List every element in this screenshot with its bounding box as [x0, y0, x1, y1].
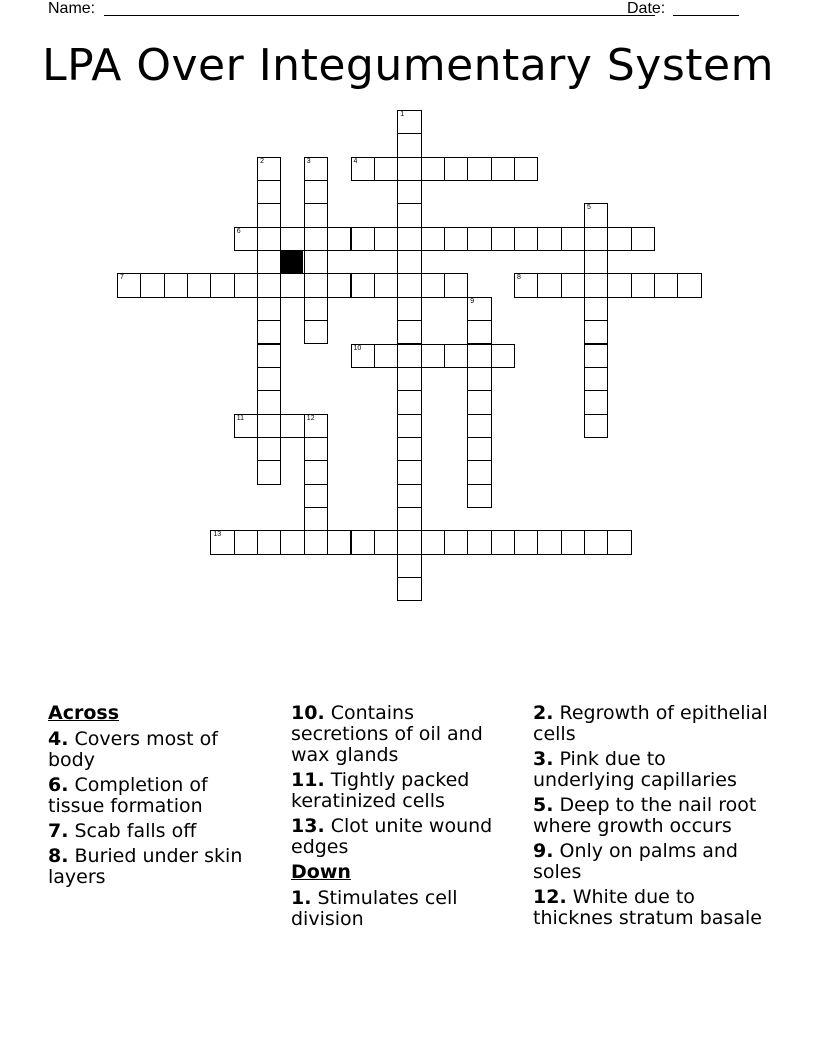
clue-text: Deep to the nail root where growth occurs — [533, 794, 757, 837]
grid-cell[interactable] — [374, 227, 398, 251]
cell-number: 1 — [400, 111, 405, 118]
grid-cell[interactable] — [257, 390, 281, 414]
grid-cell[interactable] — [257, 530, 281, 554]
grid-cell[interactable] — [280, 273, 304, 297]
grid-cell[interactable] — [561, 530, 585, 554]
clue-across-10 — [291, 703, 511, 766]
grid-cell[interactable] — [467, 484, 491, 508]
grid-cell[interactable] — [210, 273, 234, 297]
clue-text: Contains secretions of oil and wax glands — [291, 702, 483, 766]
grid-cell[interactable] — [304, 320, 328, 344]
grid-cell[interactable] — [421, 273, 445, 297]
grid-cell[interactable] — [584, 367, 608, 391]
grid-cell[interactable] — [467, 414, 491, 438]
grid-cell[interactable] — [164, 273, 188, 297]
grid-cell[interactable] — [257, 344, 281, 368]
grid-cell[interactable] — [257, 297, 281, 321]
grid-cell[interactable] — [444, 344, 468, 368]
grid-cell[interactable] — [514, 273, 538, 297]
grid-cell[interactable] — [654, 273, 678, 297]
grid-cell[interactable] — [210, 530, 234, 554]
grid-cell[interactable] — [421, 157, 445, 181]
grid-cell[interactable] — [304, 414, 328, 438]
grid-cell[interactable] — [234, 414, 258, 438]
grid-cell[interactable] — [280, 227, 304, 251]
grid-cell[interactable] — [304, 273, 328, 297]
grid-cell[interactable] — [397, 484, 421, 508]
grid-cell[interactable] — [234, 273, 258, 297]
down-heading: Down — [291, 861, 351, 883]
grid-cell[interactable] — [444, 530, 468, 554]
name-label: Name: — [48, 0, 96, 17]
grid-cell[interactable] — [304, 484, 328, 508]
grid-cell[interactable] — [584, 530, 608, 554]
clue-across-7 — [48, 821, 263, 842]
grid-cell[interactable] — [257, 460, 281, 484]
clue-across-6 — [48, 775, 263, 817]
grid-cell[interactable] — [397, 133, 421, 157]
grid-cell[interactable] — [537, 273, 561, 297]
date-field[interactable] — [673, 15, 739, 16]
grid-cell[interactable] — [280, 530, 304, 554]
grid-cell[interactable] — [537, 227, 561, 251]
grid-cell[interactable] — [491, 530, 515, 554]
clue-text: Pink due to underlying capillaries — [533, 748, 737, 791]
grid-cell[interactable] — [304, 507, 328, 531]
clues-column-2 — [291, 703, 511, 934]
clue-number: 1. — [291, 887, 312, 909]
clue-number: 13. — [291, 815, 325, 837]
clue-text: Scab falls off — [74, 820, 197, 842]
grid-cell[interactable] — [561, 273, 585, 297]
grid-cell[interactable] — [421, 530, 445, 554]
grid-cell[interactable] — [397, 554, 421, 578]
clue-number: 7. — [48, 820, 69, 842]
clue-across-13 — [291, 816, 511, 858]
grid-cell[interactable] — [374, 273, 398, 297]
grid-cell[interactable] — [117, 273, 141, 297]
clue-down-5 — [533, 795, 773, 837]
clue-down-12 — [533, 887, 773, 929]
grid-cell[interactable] — [397, 297, 421, 321]
grid-cell[interactable] — [584, 297, 608, 321]
grid-cell[interactable] — [584, 203, 608, 227]
grid-cell[interactable] — [304, 157, 328, 181]
cell-number: 8 — [516, 274, 521, 282]
clue-text: White due to thicknes stratum basale — [533, 886, 762, 929]
grid-cell[interactable] — [397, 367, 421, 391]
grid-cell[interactable] — [397, 180, 421, 204]
grid-cell[interactable] — [421, 227, 445, 251]
grid-cell[interactable] — [351, 157, 375, 181]
grid-cell[interactable] — [397, 250, 421, 274]
grid-cell[interactable] — [467, 227, 491, 251]
clues-column-3 — [533, 703, 773, 933]
clue-number: 12. — [533, 886, 567, 908]
grid-cell[interactable] — [187, 273, 211, 297]
grid-cell[interactable] — [257, 437, 281, 461]
clue-down-2 — [533, 703, 773, 745]
clue-number: 4. — [48, 728, 69, 750]
grid-cell[interactable] — [514, 227, 538, 251]
clue-text: Completion of tissue formation — [48, 774, 208, 817]
grid-cell[interactable] — [467, 157, 491, 181]
clue-number: 11. — [291, 769, 325, 791]
clue-number: 10. — [291, 702, 325, 724]
cell-number: 4 — [353, 157, 358, 165]
clue-across-8 — [48, 846, 263, 888]
grid-cell[interactable] — [584, 250, 608, 274]
grid-cell[interactable] — [467, 344, 491, 368]
grid-cell[interactable] — [467, 530, 491, 554]
grid-cell[interactable] — [257, 227, 281, 251]
grid-cell[interactable] — [514, 157, 538, 181]
grid-cell[interactable] — [444, 227, 468, 251]
grid-cell[interactable] — [584, 273, 608, 297]
cell-number: 12 — [306, 414, 315, 422]
grid-cell[interactable] — [584, 390, 608, 414]
grid-cell[interactable] — [257, 367, 281, 391]
name-field[interactable] — [104, 15, 655, 16]
grid-cell[interactable] — [304, 530, 328, 554]
grid-cell[interactable] — [397, 203, 421, 227]
clue-number: 2. — [533, 702, 554, 724]
grid-cell[interactable] — [491, 157, 515, 181]
clue-number: 9. — [533, 840, 554, 862]
grid-cell[interactable] — [280, 414, 304, 438]
clue-down-1 — [291, 888, 511, 930]
grid-cell[interactable] — [257, 203, 281, 227]
grid-cell[interactable] — [584, 227, 608, 251]
cell-number: 3 — [306, 157, 311, 165]
grid-cell[interactable] — [397, 157, 421, 181]
grid-cell[interactable] — [304, 227, 328, 251]
grid-cell[interactable] — [631, 227, 655, 251]
grid-cell[interactable] — [397, 437, 421, 461]
grid-cell[interactable] — [351, 227, 375, 251]
grid-cell[interactable] — [351, 530, 375, 554]
grid-cell[interactable] — [467, 367, 491, 391]
grid-cell[interactable] — [491, 344, 515, 368]
clue-across-4 — [48, 729, 263, 771]
grid-cell[interactable] — [351, 344, 375, 368]
grid-cell[interactable] — [631, 273, 655, 297]
grid-cell[interactable] — [234, 530, 258, 554]
grid-cell[interactable] — [444, 273, 468, 297]
grid-cell[interactable] — [467, 320, 491, 344]
grid-cell[interactable] — [257, 250, 281, 274]
grid-cell[interactable] — [234, 227, 258, 251]
grid-cell[interactable] — [421, 344, 445, 368]
black-square — [280, 250, 303, 273]
date-label: Date: — [627, 0, 666, 17]
cell-number: 6 — [236, 227, 241, 235]
grid-cell[interactable] — [607, 530, 631, 554]
grid-cell[interactable] — [304, 203, 328, 227]
grid-cell[interactable] — [397, 227, 421, 251]
grid-cell[interactable] — [607, 273, 631, 297]
clue-number: 3. — [533, 748, 554, 770]
grid-cell[interactable] — [607, 227, 631, 251]
grid-cell[interactable] — [584, 320, 608, 344]
cell-number: 7 — [120, 274, 124, 282]
grid-cell[interactable] — [397, 577, 421, 601]
grid-cell[interactable] — [304, 437, 328, 461]
grid-cell[interactable] — [374, 530, 398, 554]
clue-number: 5. — [533, 794, 554, 816]
cell-number: 10 — [353, 344, 362, 352]
grid-cell[interactable] — [304, 297, 328, 321]
grid-cell[interactable] — [304, 250, 328, 274]
grid-cell[interactable] — [514, 530, 538, 554]
grid-cell[interactable] — [257, 414, 281, 438]
clue-number: 8. — [48, 845, 69, 867]
grid-cell[interactable] — [491, 227, 515, 251]
grid-cell[interactable] — [467, 437, 491, 461]
grid-cell[interactable] — [584, 344, 608, 368]
grid-cell[interactable] — [677, 273, 701, 297]
grid-cell[interactable] — [397, 414, 421, 438]
clue-text: Clot unite wound edges — [291, 815, 493, 858]
grid-cell[interactable] — [397, 460, 421, 484]
grid-cell[interactable] — [327, 227, 351, 251]
grid-cell[interactable] — [537, 530, 561, 554]
grid-cell[interactable] — [397, 530, 421, 554]
grid-cell[interactable] — [304, 460, 328, 484]
cell-number: 13 — [213, 531, 222, 539]
grid-cell[interactable] — [327, 530, 351, 554]
clue-down-3 — [533, 749, 773, 791]
grid-cell[interactable] — [257, 273, 281, 297]
grid-cell[interactable] — [374, 157, 398, 181]
clue-across-11 — [291, 770, 511, 812]
grid-cell[interactable] — [467, 460, 491, 484]
clue-text: Only on palms and soles — [533, 840, 738, 883]
grid-cell[interactable] — [257, 320, 281, 344]
grid-cell[interactable] — [444, 157, 468, 181]
clue-down-9 — [533, 841, 773, 883]
grid-cell[interactable] — [467, 390, 491, 414]
grid-cell[interactable] — [257, 157, 281, 181]
clue-text: Covers most of body — [48, 728, 218, 771]
clue-text: Buried under skin layers — [48, 845, 243, 888]
cell-number: 5 — [587, 204, 591, 212]
cell-number: 9 — [470, 297, 475, 305]
grid-cell[interactable] — [397, 320, 421, 344]
grid-cell[interactable] — [467, 297, 491, 321]
grid-cell[interactable] — [374, 344, 398, 368]
clue-number: 6. — [48, 774, 69, 796]
cell-number: 11 — [236, 414, 245, 422]
clue-text: Stimulates cell division — [291, 887, 458, 930]
cell-number: 2 — [260, 157, 264, 165]
grid-cell[interactable] — [304, 180, 328, 204]
grid-cell[interactable] — [561, 227, 585, 251]
clue-text: Regrowth of epithelial cells — [533, 702, 768, 745]
grid-cell[interactable] — [140, 273, 164, 297]
clues-column-1 — [48, 703, 263, 892]
across-heading: Across — [48, 702, 120, 724]
grid-cell[interactable] — [397, 507, 421, 531]
clue-text: Tightly packed keratinized cells — [291, 769, 470, 812]
grid-cell[interactable] — [397, 390, 421, 414]
grid-cell[interactable] — [397, 110, 421, 134]
grid-cell[interactable] — [257, 180, 281, 204]
page-title: LPA Over Integumentary System — [42, 40, 774, 91]
grid-cell[interactable] — [351, 273, 375, 297]
grid-cell[interactable] — [327, 273, 351, 297]
grid-cell[interactable] — [397, 273, 421, 297]
grid-cell[interactable] — [584, 414, 608, 438]
grid-cell[interactable] — [397, 344, 421, 368]
